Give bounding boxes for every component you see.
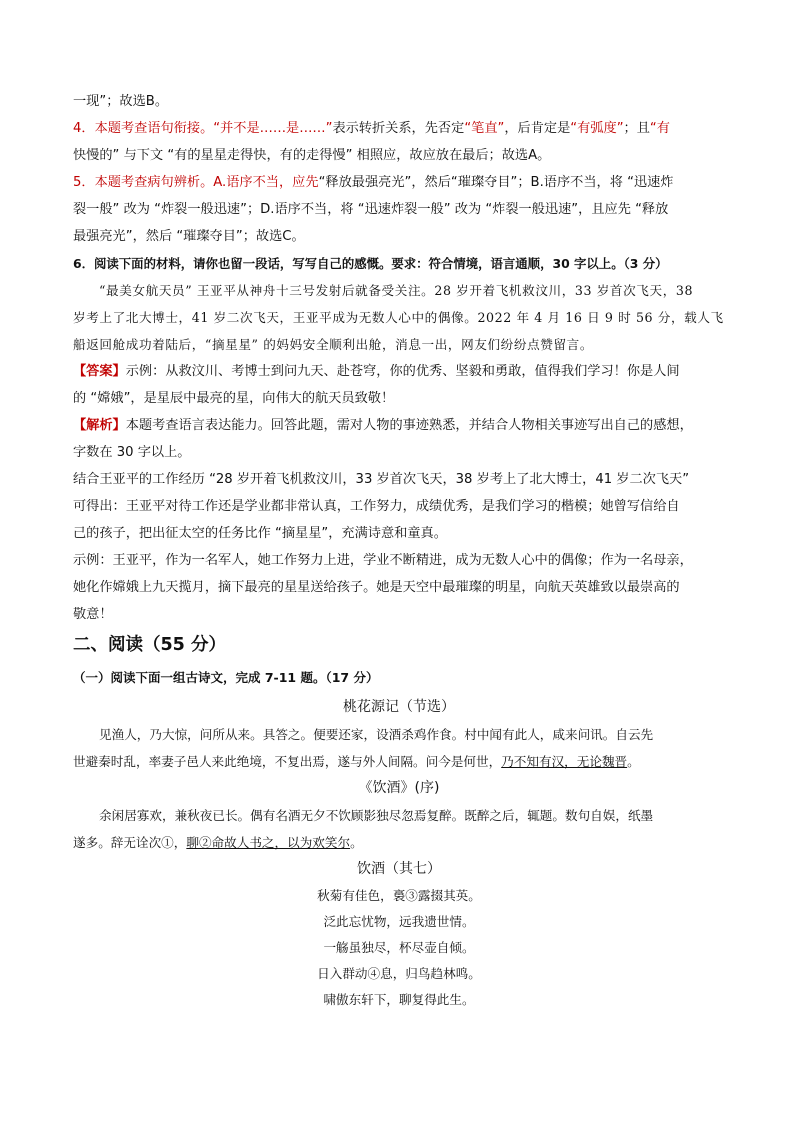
poem-line: 一觞虽独尽，杯尽壶自倾。 — [323, 940, 475, 955]
q4-answer-line: 4．本题考查语句衔接。“并不是……是……”表示转折关系，先否定“笔直”，后肯定是“有弧度”；且“有 — [73, 121, 670, 136]
answer-tag: 【答案】 — [73, 364, 126, 379]
underlined-phrase: 聊②命故人书之，以为欢笑尔 — [186, 835, 351, 850]
poem-line: 泛此忘忧物，远我遗世情。 — [323, 914, 475, 929]
q6-analysis: 己的孩子，把出征太空的任务比作 “摘星星”，充满诗意和童真。 — [73, 526, 447, 541]
classical-text: 余闲居寡欢，兼秋夜已长。偶有名酒无夕不饮顾影独尽忽焉复醉。既醉之后，辄题。数句自娱，纸墨 — [99, 808, 654, 823]
underlined-phrase: 乃不知有汉，无论魏晋 — [501, 754, 628, 769]
classical-text: 世避秦时乱，率妻子邑人来此绝境，不复出焉，遂与外人间隔。问今是何世，乃不知有汉，无论魏晋。 — [73, 754, 640, 769]
q6-analysis: 结合王亚平的工作经历 “28 岁开着飞机救汶川，33 岁首次飞天，38 岁考上了北大博士，41 岁二次飞天” — [73, 472, 690, 487]
q6-material: 岁考上了北大博士，41 岁二次飞天，王亚平成为无数人心中的偶像。2022 年 4 月 16 日 9 时 56 分，载人飞 — [73, 310, 724, 325]
document-page — [73, 88, 725, 1013]
q5-answer-line: 5．本题考查病句辨析。A.语序不当，应先“释放最强亮光”，然后“璀璨夺目”；B.语序不当，将 “迅速炸 — [73, 175, 674, 190]
q6-answer: 的 “嫦娥”，是星辰中最亮的星，向伟大的航天员致敬！ — [73, 391, 395, 406]
classical-text: 见渔人，乃大惊，问所从来。具答之。便要还家，设酒杀鸡作食。村中闻有此人，咸来问讯。自云先 — [99, 727, 654, 742]
q6-example: 她化作嫦娥上九天揽月，摘下最亮的星星送给孩子。她是天空中最璀璨的明星，向航天英雄致以最崇高的 — [73, 580, 680, 595]
poem-line: 日入群动④息，归鸟趋林鸣。 — [317, 966, 481, 981]
subsection-heading: （一）阅读下面一组古诗文，完成 7-11 题。（17 分） — [73, 670, 379, 685]
poem-line: 秋菊有佳色，裛③露掇其英。 — [317, 888, 481, 903]
analysis-tag: 【解析】 — [73, 418, 126, 433]
section-heading: 二、阅读（55 分） — [73, 635, 226, 655]
q6-material: 船返回舱成功着陆后，“摘星星” 的妈妈安全顺利出舱，消息一出，网友们纷纷点赞留言。 — [73, 337, 594, 352]
text-title: 桃花源记（节选） — [343, 699, 455, 715]
q6-analysis: 可得出：王亚平对待工作还是学业都非常认真，工作努力，成绩优秀，是我们学习的楷模；她曾写信给自 — [73, 499, 680, 514]
poem-line: 啸傲东轩下，聊复得此生。 — [323, 992, 475, 1007]
q6-analysis: 字数在 30 字以上。 — [73, 445, 191, 460]
q6-analysis: 【解析】本题考查语言表达能力。回答此题，需对人物的事迹熟悉，并结合人物相关事迹写出自己的感想， — [73, 418, 693, 433]
text-title: 《饮酒》(序) — [358, 780, 440, 796]
answer-line: 一现”；故选B。 — [73, 94, 169, 109]
q5-answer-line-2: 裂一般” 改为 “炸裂一般迅速”；D.语序不当，将 “迅速炸裂一般” 改为 “炸裂一般迅速”，且应先 “释放 — [73, 202, 669, 217]
q6-example: 示例：王亚平，作为一名军人，她工作努力上进，学业不断精进，成为无数人心中的偶像；作为一名母亲， — [73, 553, 693, 568]
q6-example: 敬意！ — [73, 607, 113, 622]
q6-stem: 6．阅读下面的材料，请你也留一段话，写写自己的感慨。要求：符合情境，语言通顺，30 字以上。（3 分） — [73, 256, 668, 271]
q4-answer-line-2: 快慢的” 与下文 “有的星星走得快，有的走得慢” 相照应，故应放在最后；故选A。 — [73, 148, 551, 163]
q6-answer: 【答案】示例：从救汶川、考博士到问九天、赴苍穹，你的优秀、坚毅和勇敢，值得我们学习！你是人间 — [73, 364, 680, 379]
q5-answer-line-3: 最强亮光”，然后 “璀璨夺目”；故选C。 — [73, 229, 305, 244]
classical-text: 遂多。辞无诠次①，聊②命故人书之，以为欢笑尔。 — [73, 835, 363, 850]
poem-title: 饮酒（其七） — [357, 861, 441, 877]
q6-material: “最美女航天员” 王亚平从神舟十三号发射后就备受关注。28 岁开着飞机救汶川，33 岁首次飞天，38 — [99, 283, 694, 298]
